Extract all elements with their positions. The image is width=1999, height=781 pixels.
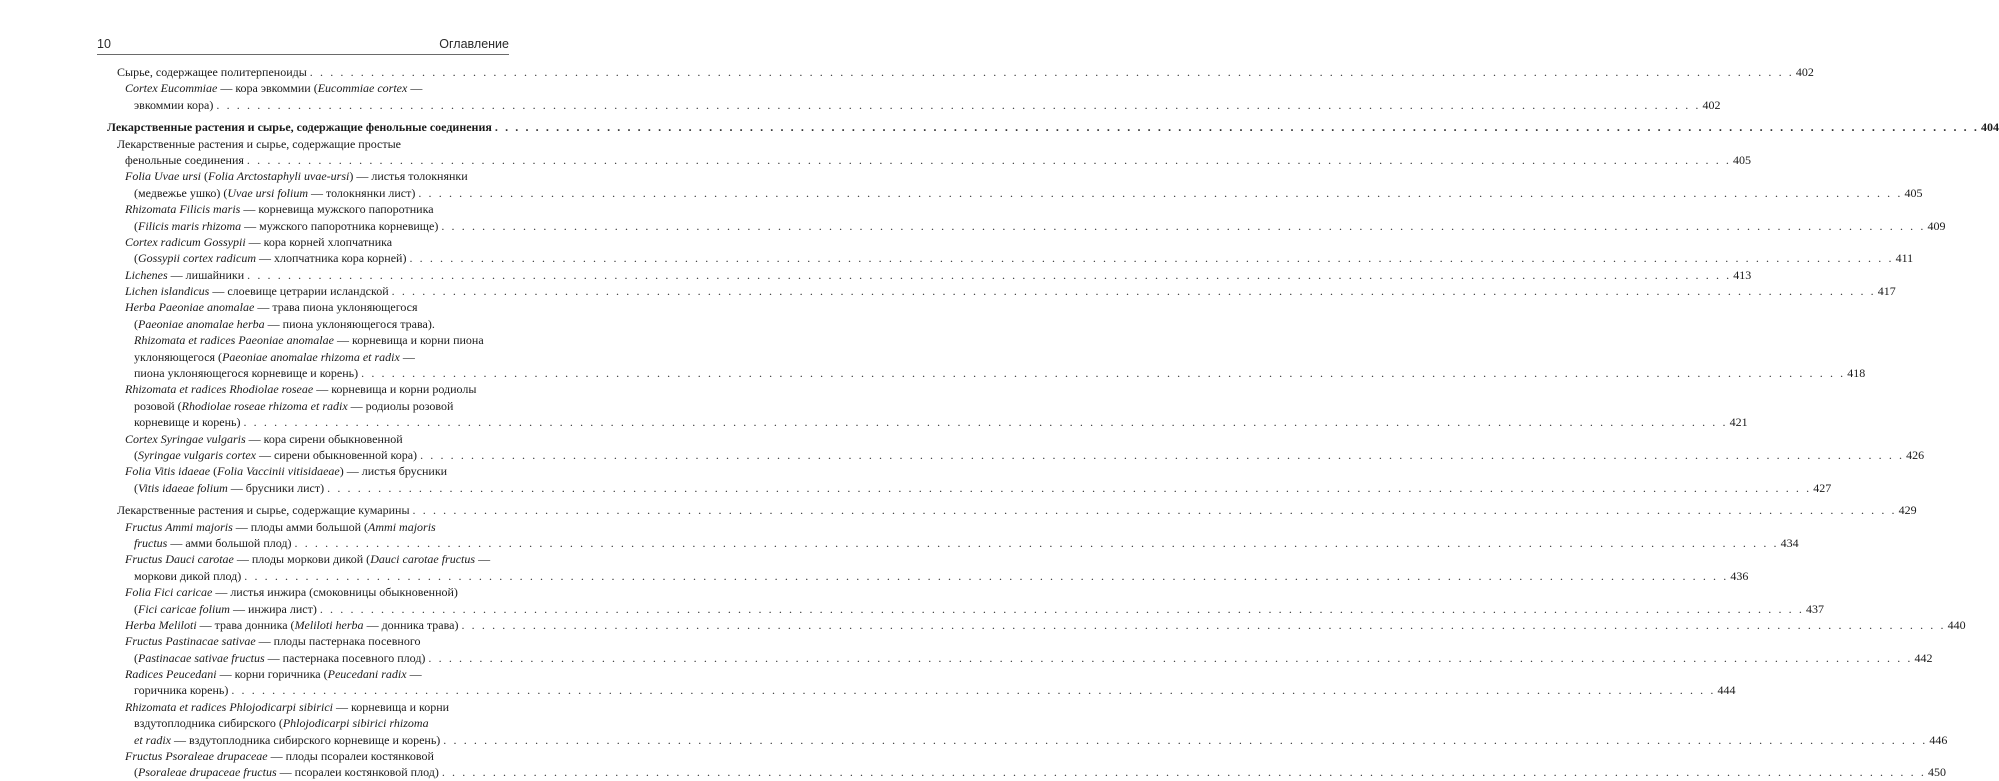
dot-leader	[418, 185, 1902, 201]
latin-name: Rhizomata Filicis maris	[125, 202, 241, 217]
toc-page-number: 436	[1730, 568, 1749, 583]
toc-entry-continuation	[97, 519, 509, 535]
latin-name: fructus	[134, 535, 168, 550]
toc-entry-text	[125, 80, 422, 96]
latin-name: Rhodiolae roseae rhizoma et radix	[181, 398, 348, 413]
toc-entry-text	[134, 715, 429, 731]
entry-text-fragment: — плоды моркови дикой (	[233, 552, 371, 567]
latin-name: Radices Peucedani	[125, 667, 217, 682]
toc-entry[interactable]	[97, 601, 1824, 617]
latin-name: Rhizomata et radices Rhodiolae roseae	[125, 382, 314, 397]
dot-leader	[295, 535, 1779, 551]
latin-name: Ammi majoris	[368, 519, 436, 534]
toc-entry-continuation	[97, 299, 509, 315]
latin-name: Rhizomata et radices Phlojodicarpi sibirici	[125, 699, 333, 714]
toc-entry[interactable]	[97, 152, 1752, 168]
entry-text-fragment: — кора корней хлопчатника	[245, 234, 393, 249]
toc-entry[interactable]	[97, 283, 1896, 299]
running-header	[97, 34, 509, 54]
toc-page-number: 417	[1877, 284, 1896, 299]
toc-entry-continuation	[97, 80, 509, 96]
toc-entry-text	[134, 185, 415, 201]
toc-entry-continuation	[97, 234, 509, 250]
latin-name: Fructus Pastinacae sativae	[125, 634, 256, 649]
toc-page-number: 427	[1813, 480, 1832, 495]
toc-entry[interactable]	[97, 250, 1914, 266]
dot-leader	[428, 650, 1912, 666]
entry-text-fragment: (медвежье ушко) (	[134, 185, 228, 200]
dot-leader	[420, 447, 1904, 463]
toc-entry[interactable]	[97, 365, 1866, 381]
toc-entry-continuation	[97, 633, 509, 649]
latin-name: Paeoniae anomalae herba	[138, 316, 265, 331]
entry-text-fragment: Лекарственные растения и сырье, содержащие простые	[117, 136, 401, 151]
toc-page-number: 429	[1898, 503, 1917, 518]
entry-text-fragment: —	[407, 81, 423, 96]
entry-text-fragment: — плоды пастернака посевного	[255, 634, 421, 649]
entry-text-fragment: (	[134, 765, 138, 780]
entry-text-fragment: —	[399, 349, 415, 364]
latin-name: Vitis idaeae folium	[138, 480, 228, 495]
latin-name: Folia Fici caricae	[125, 585, 213, 600]
entry-text-fragment: розовой (	[134, 398, 182, 413]
toc-entry[interactable]	[97, 97, 1721, 113]
dot-leader	[409, 250, 1893, 266]
toc-entry-text	[134, 398, 453, 414]
toc-page-number: 418	[1847, 366, 1866, 381]
toc-entry[interactable]	[97, 414, 1748, 430]
toc-entry[interactable]	[97, 119, 1999, 135]
toc-page-number: 444	[1717, 683, 1736, 698]
latin-name: Herba Meliloti	[125, 617, 197, 632]
entry-text-fragment: (	[134, 251, 138, 266]
latin-name: Psoraleae drupaceae fructus	[138, 765, 277, 780]
entry-text-fragment: — инжира лист)	[229, 601, 317, 616]
entry-text-fragment: — хлопчатника кора корней)	[255, 251, 407, 266]
dot-leader	[244, 568, 1728, 584]
entry-text-fragment: Сырье, содержащее политерпеноиды	[117, 65, 307, 79]
dot-leader	[247, 152, 1731, 168]
toc-entry-continuation	[97, 699, 509, 715]
entry-text-fragment: — трава пиона уклоняющегося	[254, 300, 418, 315]
toc-entry-text	[134, 447, 417, 463]
toc-entry-continuation	[97, 332, 509, 348]
latin-name: Uvae ursi folium	[227, 185, 308, 200]
toc-entry-text	[125, 699, 449, 715]
entry-text-fragment: —	[475, 552, 491, 567]
entry-text-fragment: — донника трава)	[363, 617, 459, 632]
toc-entry-continuation	[97, 666, 509, 682]
toc-entry-text	[125, 633, 420, 649]
entry-text-fragment: — листья инжира (смоковницы обыкновенной)	[212, 585, 458, 600]
toc-page-number: 402	[1702, 97, 1721, 112]
dot-leader	[231, 682, 1715, 698]
latin-name: Dauci carotae fructus	[370, 552, 476, 567]
toc-entry-text	[125, 748, 434, 764]
dot-leader	[495, 119, 1979, 135]
entry-text-fragment: — вздутоплодника сибирского корневище и корень)	[171, 732, 441, 747]
entry-text-fragment: ) — листья толокнянки	[349, 169, 468, 184]
latin-name: et radix	[134, 732, 171, 747]
toc-entry-text	[134, 764, 439, 780]
toc-entry-text	[117, 64, 307, 80]
dot-leader	[461, 617, 1945, 633]
toc-page-number: 437	[1805, 601, 1824, 616]
toc-page-number: 402	[1795, 65, 1814, 79]
entry-text-fragment: Лекарственные растения и сырье, содержащие кумарины	[117, 503, 410, 518]
entry-text-fragment: — слоевище цетрарии исландской	[209, 284, 389, 299]
latin-name: Folia Uvae ursi	[125, 169, 201, 184]
latin-name: Paeoniae anomalae rhizoma et radix	[222, 349, 400, 364]
entry-text-fragment: — кора сирени обыкновенной	[245, 431, 403, 446]
toc-entry-text	[125, 666, 422, 682]
toc-entry-text	[125, 381, 476, 397]
entry-text-fragment: (	[134, 447, 138, 462]
toc-page-number: 413	[1733, 267, 1752, 282]
toc-page-number: 440	[1947, 617, 1966, 632]
entry-text-fragment: (	[134, 480, 138, 495]
entry-text-fragment: моркови дикой плод)	[134, 568, 242, 583]
toc-entry-text	[125, 283, 389, 299]
toc-entry-continuation	[97, 349, 509, 365]
toc-entry-text	[125, 267, 244, 283]
dot-leader	[413, 502, 1897, 518]
toc-page-number: 405	[1904, 185, 1923, 200]
entry-text-fragment: — корневища мужского папоротника	[240, 202, 434, 217]
entry-text-fragment: эвкоммии кора)	[134, 97, 214, 112]
toc-entry-text	[125, 152, 244, 168]
entry-text-fragment: — корневища и корни родиолы	[313, 382, 477, 397]
dot-leader	[310, 64, 1794, 80]
latin-name: Meliloti herba	[294, 617, 364, 632]
latin-name: Rhizomata et radices Paeoniae anomalae	[134, 333, 334, 348]
toc-entry-continuation	[97, 201, 509, 217]
toc-entry[interactable]	[97, 64, 1814, 80]
entry-text-fragment: (	[134, 601, 138, 616]
toc-entry[interactable]	[97, 447, 1925, 463]
dot-leader	[247, 267, 1731, 283]
entry-text-fragment: (	[210, 464, 218, 479]
entry-text-fragment: — брусники лист)	[227, 480, 325, 495]
toc-page-number: 409	[1927, 218, 1946, 233]
toc-entry[interactable]	[97, 650, 1933, 666]
toc-entry[interactable]	[97, 480, 1832, 496]
toc-entry-continuation	[97, 463, 509, 479]
entry-text-fragment: ) — листья брусники	[339, 464, 448, 479]
toc-page-number: 434	[1780, 535, 1799, 550]
entry-text-fragment: — плоды псоралеи костянковой	[267, 749, 434, 764]
latin-name: Fici caricae folium	[138, 601, 230, 616]
toc-entry-text	[134, 601, 317, 617]
toc-entry-text	[134, 250, 406, 266]
latin-name: Phlojodicarpi sibirici rhizoma	[282, 716, 429, 731]
latin-name: Peucedani radix	[327, 667, 407, 682]
entry-text-fragment: — пиона уклоняющегося трава).	[264, 316, 435, 331]
toc-entry-continuation	[97, 431, 509, 447]
entry-text-fragment: — сирени обыкновенной кора)	[255, 447, 418, 462]
latin-name: Syringae vulgaris cortex	[138, 447, 256, 462]
toc-entry-text	[134, 349, 415, 365]
toc-entry-continuation	[97, 398, 509, 414]
dot-leader	[243, 414, 1727, 430]
entry-text-fragment: (	[134, 218, 138, 233]
entry-text-fragment: — пастернака посевного плод)	[264, 650, 426, 665]
dot-leader	[392, 283, 1876, 299]
toc-page-number: 426	[1906, 447, 1925, 462]
toc-entry-text	[117, 502, 410, 518]
toc-entry-text	[125, 431, 403, 447]
toc-entry[interactable]	[97, 502, 1917, 518]
toc-entry-text	[134, 316, 435, 332]
latin-name: Lichenes	[125, 267, 168, 282]
toc-page-number: 446	[1929, 732, 1948, 747]
dot-leader	[441, 218, 1925, 234]
toc-entry[interactable]	[97, 568, 1749, 584]
toc-entry-text	[107, 119, 492, 135]
entry-text-fragment: фенольные соединения	[125, 152, 244, 167]
entry-text-fragment: — псоралеи костянковой плод)	[276, 765, 439, 780]
toc-entry-continuation	[97, 748, 509, 764]
latin-name: Cortex Syringae vulgaris	[125, 431, 246, 446]
entry-text-fragment: — трава донника (	[196, 617, 295, 632]
latin-name: Cortex radicum Gossypii	[125, 234, 246, 249]
dot-leader	[442, 764, 1926, 780]
latin-name: Folia Arctostaphyli uvae-ursi	[208, 169, 350, 184]
entry-text-fragment: уклоняющегося (	[134, 349, 223, 364]
entry-text-fragment: — родиолы розовой	[347, 398, 454, 413]
toc-entry-text	[134, 414, 240, 430]
entry-text-fragment: — амми большой плод)	[167, 535, 292, 550]
toc-entry[interactable]	[97, 535, 1799, 551]
entry-text-fragment: — кора эвкоммии (	[217, 81, 318, 96]
toc-page-number: 411	[1895, 251, 1914, 266]
toc-entry-text	[125, 617, 458, 633]
latin-name: Lichen islandicus	[125, 284, 210, 299]
toc-entry[interactable]	[97, 682, 1736, 698]
latin-name: Cortex Eucommiae	[125, 81, 218, 96]
latin-name: Herba Paeoniae anomalae	[125, 300, 255, 315]
toc-entry-text	[134, 650, 425, 666]
latin-name: Gossypii cortex radicum	[138, 251, 256, 266]
entry-text-fragment: пиона уклоняющегося корневище и корень)	[134, 366, 359, 381]
entry-text-fragment: — плоды амми большой (	[232, 519, 369, 534]
entry-text-fragment: горичника корень)	[134, 683, 229, 698]
toc-entry-text	[134, 480, 324, 496]
toc-entry-text	[134, 682, 228, 698]
latin-name: Fructus Psoraleae drupaceae	[125, 749, 268, 764]
toc-entry-text	[134, 332, 484, 348]
header-rule	[97, 54, 509, 55]
page-number: 10	[97, 37, 111, 51]
dot-leader	[361, 365, 1845, 381]
entry-text-fragment: корневище и корень)	[134, 415, 241, 430]
toc-entry-text	[125, 201, 434, 217]
entry-text-fragment: (	[134, 316, 138, 331]
toc-page-number: 421	[1729, 415, 1748, 430]
toc-entry-text	[125, 551, 490, 567]
entry-text-fragment: (	[201, 169, 208, 184]
toc-entry-continuation	[97, 381, 509, 397]
toc-entry-continuation	[97, 316, 509, 332]
dot-leader	[327, 480, 1811, 496]
toc-entry-text	[125, 234, 392, 250]
latin-name: Fructus Ammi majoris	[125, 519, 233, 534]
toc-entry-continuation	[97, 168, 509, 184]
running-title: Оглавление	[439, 37, 509, 51]
latin-name: Folia Vitis idaeae	[125, 464, 211, 479]
entry-text-fragment: — корневища и корни пиона	[333, 333, 484, 348]
entry-text-fragment: Лекарственные растения и сырье, содержащие фенольные соединения	[107, 120, 492, 135]
toc-entry-text	[125, 168, 468, 184]
latin-name: Pastinacae sativae fructus	[138, 650, 265, 665]
dot-leader	[216, 97, 1700, 113]
toc-entry-continuation	[97, 136, 509, 152]
toc-page-number: 404	[1980, 120, 1999, 135]
toc-entry-text	[134, 97, 213, 113]
table-of-contents	[97, 64, 1999, 781]
toc-entry[interactable]	[97, 617, 1966, 633]
toc-entry[interactable]	[97, 764, 1946, 780]
toc-entry[interactable]	[97, 732, 1948, 748]
entry-text-fragment: — корневища и корни	[332, 699, 450, 714]
toc-page-number: 405	[1733, 152, 1752, 167]
toc-entry-text	[134, 218, 438, 234]
toc-page-number: 442	[1914, 650, 1933, 665]
toc-entry-text	[125, 463, 447, 479]
latin-name: Fructus Dauci carotae	[125, 552, 234, 567]
toc-entry-text	[117, 136, 401, 152]
entry-text-fragment: — мужского папоротника корневище)	[241, 218, 439, 233]
toc-entry-text	[134, 732, 440, 748]
toc-entry-text	[125, 299, 418, 315]
toc-entry-text	[134, 568, 241, 584]
entry-text-fragment: — толокнянки лист)	[308, 185, 416, 200]
toc-entry[interactable]	[97, 218, 1946, 234]
toc-entry-continuation	[97, 715, 509, 731]
toc-entry-continuation	[97, 584, 509, 600]
entry-text-fragment: —	[406, 667, 422, 682]
entry-text-fragment: вздутоплодника сибирского (	[134, 716, 283, 731]
toc-entry-text	[125, 519, 436, 535]
entry-text-fragment: — лишайники	[167, 267, 245, 282]
latin-name: Filicis maris rhizoma	[138, 218, 242, 233]
toc-entry-continuation	[97, 551, 509, 567]
latin-name: Eucommiae cortex	[317, 81, 408, 96]
toc-entry-text	[134, 365, 358, 381]
entry-text-fragment: (	[134, 650, 138, 665]
toc-entry[interactable]	[97, 267, 1752, 283]
toc-page-number: 450	[1927, 765, 1946, 780]
entry-text-fragment: — корни горичника (	[216, 667, 328, 682]
toc-entry-text	[134, 535, 292, 551]
toc-entry[interactable]	[97, 185, 1923, 201]
dot-leader	[443, 732, 1927, 748]
dot-leader	[320, 601, 1804, 617]
latin-name: Folia Vaccinii vitisidaeae	[217, 464, 340, 479]
toc-entry-text	[125, 584, 458, 600]
